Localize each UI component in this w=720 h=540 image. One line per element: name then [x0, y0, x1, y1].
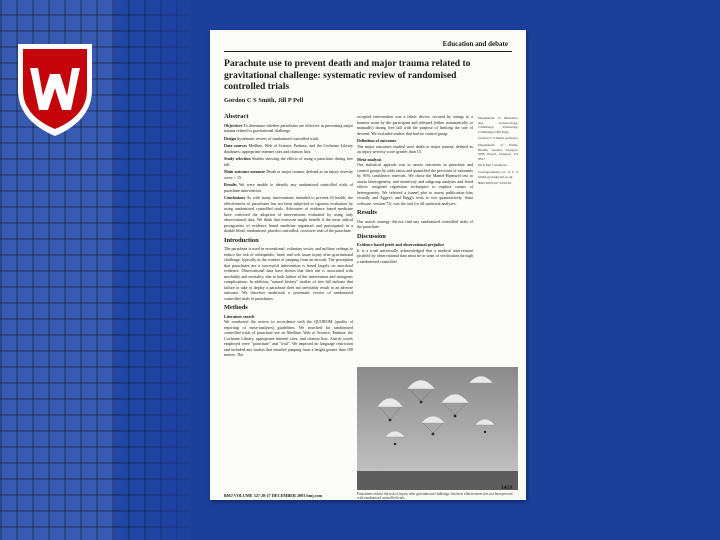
abstract-text: Systematic review of randomised controlled trials. [236, 135, 320, 141]
abstract-conclusions [224, 195, 353, 234]
abstract-label: Conclusions [224, 195, 246, 200]
meta-analysis-text: Our statistical apprach was to assess outcomes in parachute and control groups by odds ratios and quantified the precision of estimates by 95% confidence intervals. We chose the Mantel-Haenszel test to assess heterogeneity, and sensitivity and subgroup analyses and fixed effects weighted regression techniques to explore causes of heterogeneity. We selected a funnel plot to assess publication bias visually and Egger's and Begg's tests to test quantitatively. Stata software, version 7.0, was the tool for all statistical analyses. [357, 162, 473, 206]
literature-search-text: We conducted the review in accordance with the QUOROM (quality of reporting of meta-analyses) guidelines. We searched for randomised controlled trials of parachute use on Medline, Web of Science, Embase, the Cochrane Library, appropriate internet sites, and citation lists. Search words employed were "parachute" and "trial". We imposed no language restriction and included any studies that entailed jumping from a height greater than 100 metres. The [224, 319, 353, 357]
article-authors: Gordon C S Smith, Jill P Pell [224, 97, 304, 104]
methods-continued-text: accepted intervention was a fabric device, secured by strings to a harness worn by the participant and released (either automatically or manually) during free fall with the purpose of limiting the rate of descent. We excluded studies that had no control group. [357, 114, 473, 136]
journal-footer: BMJ VOLUME 327 20-27 DECEMBER 2003 bmj.com [224, 493, 323, 498]
photo-caption: Parachutes reduce the risk of injury after gravitational challenge, but their effectiveness has not been proved with randomised controlled trials [357, 492, 513, 500]
abstract-text: We were unable to identify any randomised controlled trials of parachute intervention. [224, 182, 353, 193]
abstract-label: Data sources [224, 143, 247, 148]
abstract-body [224, 123, 353, 234]
abstract-label: Objectives [224, 122, 243, 128]
definition-heading: Definition of outcomes [357, 138, 397, 143]
abstract-results [224, 182, 353, 193]
university-crest-logo [12, 38, 98, 138]
abstract-data-sources [224, 143, 353, 154]
discussion-text: It is a truth universally acknowledged that a medical intervention justified by observational data must be in want of verification through a randomised controlled [357, 247, 473, 264]
citation-reference: BMJ 2003;327:1459-61 [478, 181, 512, 186]
section-label: Education and debate [442, 40, 508, 48]
results-text: Our search strategy did not find any randomised controlled trials of the parachute. [357, 218, 473, 229]
journal-article-page [210, 30, 526, 500]
middle-column [357, 114, 473, 266]
introduction-text: The parachute is used in recreational, voluntary sector, and military settings to reduce the risk of orthopaedic, head, and soft tissue injury after gravitational challenge, typically in the context of jumping from an aircraft. The perception that parachutes are a successful intervention is based largely on anecdotal evidence. Observational data have shown that their use is associated with morbidity and mortality, due to both failure of the intervention and iatrogenic complications. In addition, "natural history" studies of free fall indicate that failure to take or deploy a parachute does not inevitably result in an adverse outcome. We therefore undertook a systematic review of randomised controlled trials of parachutes. [224, 246, 353, 301]
abstract-text: Medline, Web of Science, Embase, and the Cochrane Library databases; appropriate internet sites and citation lists. [224, 143, 353, 154]
parachutists-photo [357, 367, 518, 490]
abstract-label: Design [224, 135, 236, 141]
abstract-heading: Abstract [224, 113, 249, 120]
affiliations-sidebar [478, 116, 518, 188]
affiliation-item: Jill P Pell consultant [478, 163, 507, 168]
affiliation-item: Gordon C S Smith professor [478, 136, 518, 141]
definition-text: The major outcomes studied were death or major trauma, defined as an injury severity score greater than 15. [357, 143, 473, 154]
evidence-pride-heading: Evidence based pride and observational prejudice [357, 242, 445, 247]
abstract-study-selection [224, 156, 353, 167]
abstract-text: Studies showing the effects of using a parachute during free fall. [224, 156, 353, 167]
affiliation-item: Correspondence to: G C S Smith gcss2@cam.ac.uk [478, 169, 518, 179]
introduction-heading: Introduction [224, 236, 259, 244]
article-title: Parachute use to prevent death and major trauma related to gravitational challenge: systematic review of randomised controlled trials [224, 58, 471, 92]
slide-background-fade [120, 0, 210, 540]
methods-heading: Methods [224, 304, 248, 311]
page-number: 1459 [500, 485, 512, 491]
abstract-text: To determine whether parachutes are effective in preventing major trauma related to gravitational challenge. [224, 122, 354, 133]
header-rule [224, 51, 512, 52]
abstract-text: Death or major trauma, defined as an injury severity score > 15. [224, 169, 354, 180]
affiliation-item: Department of Public Health, Greater Glasgow NHS Board, Glasgow G3 8YU [478, 142, 518, 161]
abstract-label: Study selection [224, 156, 251, 161]
results-heading: Results [357, 209, 377, 216]
literature-search-heading: Literature search [224, 313, 255, 319]
abstract-objectives [224, 123, 353, 134]
affiliation-item: Department of Obstetrics and Gynaecology, Cambridge University, Cambridge CB2 2QQ [478, 116, 518, 134]
abstract-design [224, 136, 353, 142]
meta-analysis-heading: Meta-analysis [357, 156, 382, 162]
discussion-heading: Discussion [357, 232, 386, 240]
abstract-label: Main outcome measure [224, 169, 266, 174]
abstract-label: Results [224, 182, 237, 187]
left-column [224, 114, 353, 360]
abstract-text: As with many interventions intended to prevent ill health, the effectiveness of parachutes has not been subjected to rigorous evaluation by using randomised controlled trials. Advocates of evidence based medicine have criticised the adoption of interventions evaluated by using only observational data. We think that everyone might benefit if the most radical protagonists of evidence based medicine organised and participated in a double blind, randomised, placebo controlled, crossover trial of the parachute. [224, 195, 353, 233]
abstract-outcome [224, 169, 353, 180]
